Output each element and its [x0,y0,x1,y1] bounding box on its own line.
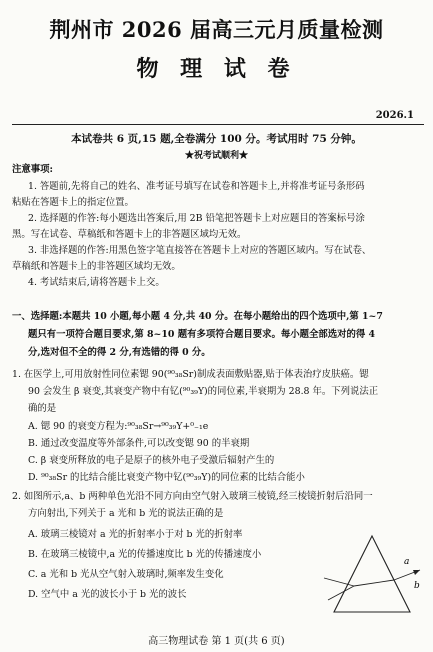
q1-stem-line-1: 1. 在医学上,可用放射性同位素锶 90(⁹⁰₃₈Sr)制成表面敷贴器,贴于体表治疗皮肤癌。锶 [12,369,369,380]
note-3-line-1: 3. 非选择题的作答:用黑色签字笔直接答在答题卡上对应的答题区域内。写在试卷、 [28,245,372,256]
page-footer: 高三物理试卷 第 1 页(共 6 页) [148,636,285,647]
exam-date: 2026.1 [375,110,414,121]
exam-subtitle: 物 理 试 卷 [136,56,297,82]
note-2-line-1: 2. 选择题的作答:每小题选出答案后,用 2B 铅笔把答题卡上对应题目的答案标号涂 [28,213,365,224]
note-3-line-2: 草稿纸和答题卡上的非答题区域均无效。 [12,261,181,272]
note-1-line-1: 1. 答题前,先将自己的姓名、准考证号填写在试卷和答题卡上,并将准考证号条形码 [28,181,365,192]
ray-inside-prism [354,580,394,586]
label-b: b [414,581,420,591]
q2-stem-line-2: 方向射出,下列关于 a 光和 b 光的说法正确的是 [28,508,224,519]
note-1-line-2: 粘贴在答题卡上的指定位置。 [12,197,134,208]
section1-line-2: 题只有一项符合题目要求,第 8~10 题有多项符合题目要求。每小题全部选对的得 4 [28,329,376,340]
q1-option-a: A. 锶 90 的衰变方程为:⁹⁰₃₈Sr→⁹⁰₃₉Y+⁰₋₁e [28,421,209,432]
exam-motto: ★祝考试顺利★ [184,151,248,161]
q1-stem-line-3: 确的是 [28,403,57,414]
section1-line-1: 一、选择题:本题共 10 小题,每小题 4 分,共 40 分。在每小题给出的四个选项中,第 1~7 [12,311,383,322]
prism-triangle [334,536,410,612]
q2-option-d: D. 空气中 a 光的波长小于 b 光的波长 [28,589,187,600]
note-4: 4. 考试结束后,请将答题卡上交。 [28,277,165,288]
q2-option-c: C. a 光和 b 光从空气射入玻璃时,频率发生变化 [28,569,224,580]
notes-title: 注意事项: [12,164,53,175]
header-divider [12,124,424,125]
ray-arrow-icon [413,570,420,575]
label-a: a [404,557,410,567]
q2-stem-line-1: 2. 如图所示,a、b 两种单色光沿不同方向由空气射入玻璃三棱镜,经三棱镜折射后沿同一 [12,491,373,502]
q1-option-d: D. ⁹⁰₃₈Sr 的比结合能比衰变产物中钇(⁹⁰₃₉Y)的同位素的比结合能小 [28,472,305,483]
prism-diagram [322,528,422,620]
q1-option-b: B. 通过改变温度等外部条件,可以改变锶 90 的半衰期 [28,438,250,449]
note-2-line-2: 黑。写在试卷、草稿纸和答题卡上的非答题区域均无效。 [12,229,247,240]
q2-option-b: B. 在玻璃三棱镜中,a 光的传播速度比 b 光的传播速度小 [28,549,262,560]
q1-option-c: C. β 衰变所释放的电子是原子的核外电子受激后辐射产生的 [28,455,275,466]
q1-stem-line-2: 90 会发生 β 衰变,其衰变产物中有钇(⁹⁰₃₉Y)的同位素,半衰期为 28.8 年。下列说法正 [28,386,379,397]
q2-option-a: A. 玻璃三棱镜对 a 光的折射率小于对 b 光的折射率 [28,529,243,540]
section1-line-3: 分,选对但不全的得 2 分,有选错的得 0 分。 [28,347,211,358]
exam-summary: 本试卷共 6 页,15 题,全卷满分 100 分。考试用时 75 分钟。 [71,133,362,145]
exam-title: 荆州市 2026 届高三元月质量检测 [49,17,384,42]
